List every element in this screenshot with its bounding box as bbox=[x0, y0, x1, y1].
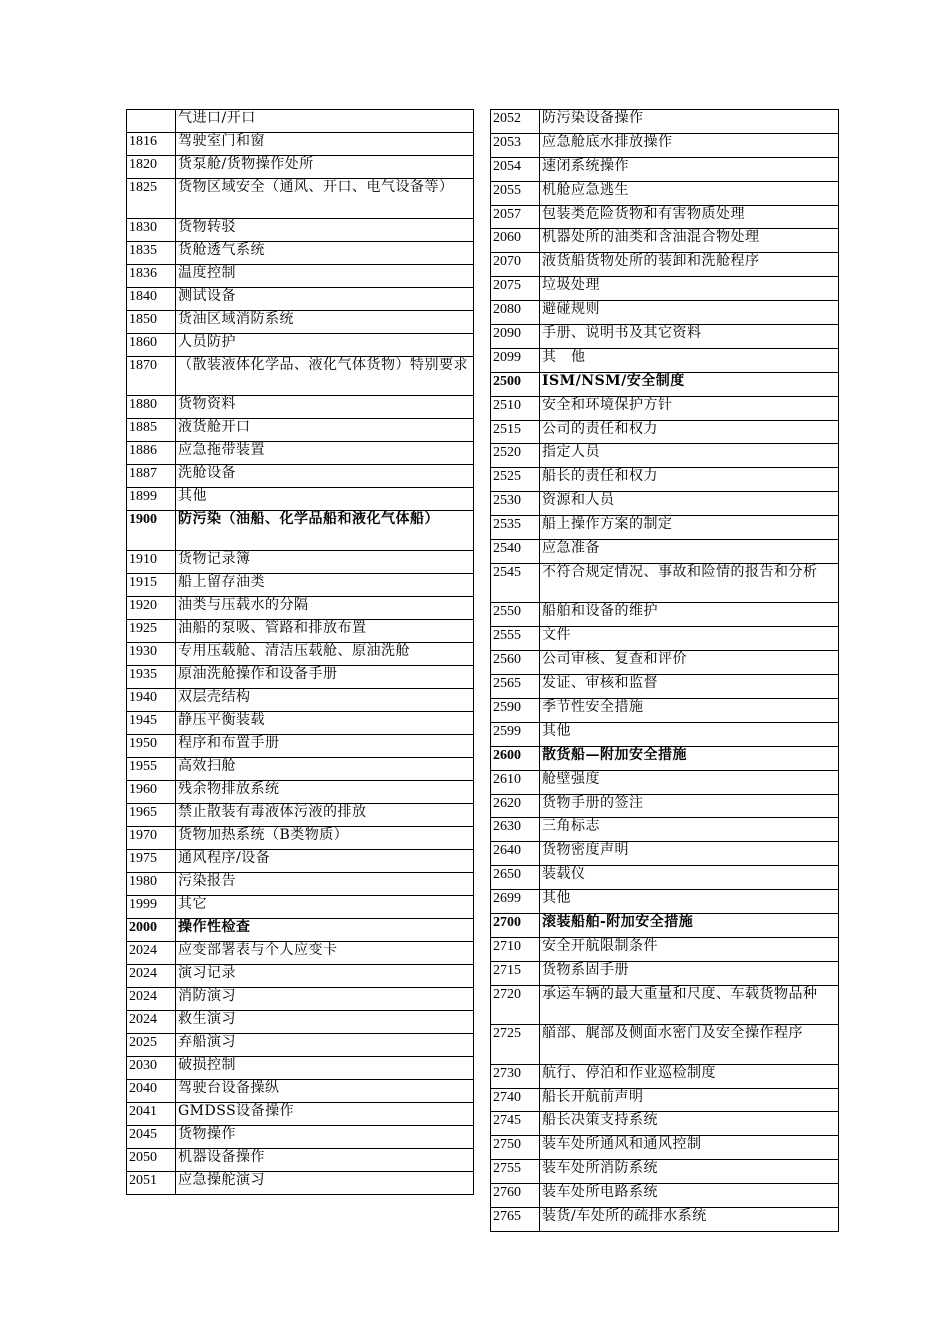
table-row bbox=[491, 420, 839, 444]
table-row bbox=[491, 1160, 839, 1184]
item-description: 季节性安全措施 bbox=[540, 698, 839, 722]
table-row bbox=[127, 1148, 474, 1171]
item-description: 驾驶台设备操纵 bbox=[176, 1079, 474, 1102]
table-row bbox=[127, 356, 474, 396]
item-description: 人员防护 bbox=[176, 333, 474, 356]
item-description: 程序和布置手册 bbox=[176, 734, 474, 757]
item-code: 1970 bbox=[127, 826, 176, 849]
item-description: 公司审核、复查和评价 bbox=[540, 651, 839, 675]
item-code: 2053 bbox=[491, 133, 540, 157]
table-row bbox=[491, 516, 839, 540]
table-row bbox=[127, 964, 474, 987]
item-code: 2710 bbox=[491, 937, 540, 961]
item-description: 应急操舵演习 bbox=[176, 1171, 474, 1194]
item-description: 手册、说明书及其它资料 bbox=[540, 325, 839, 349]
item-code: 1816 bbox=[127, 133, 176, 156]
table-row bbox=[127, 780, 474, 803]
item-code: 1910 bbox=[127, 550, 176, 573]
item-code: 2740 bbox=[491, 1088, 540, 1112]
item-code: 2745 bbox=[491, 1112, 540, 1136]
table-row bbox=[127, 511, 474, 551]
table-row bbox=[491, 937, 839, 961]
table-row bbox=[491, 277, 839, 301]
item-code: 1836 bbox=[127, 264, 176, 287]
table-row bbox=[127, 465, 474, 488]
table-row bbox=[127, 179, 474, 219]
table-row bbox=[491, 325, 839, 349]
item-code: 2515 bbox=[491, 420, 540, 444]
table-row bbox=[127, 619, 474, 642]
item-code: 2650 bbox=[491, 866, 540, 890]
item-code: 2024 bbox=[127, 964, 176, 987]
table-row bbox=[491, 181, 839, 205]
item-description: 机器处所的油类和含油混合物处理 bbox=[540, 229, 839, 253]
item-description: 防污染（油船、化学品船和液化气体船） bbox=[176, 511, 474, 551]
item-description: 避碰规则 bbox=[540, 301, 839, 325]
item-description: 船上操作方案的制定 bbox=[540, 516, 839, 540]
item-code: 2070 bbox=[491, 253, 540, 277]
table-row bbox=[127, 665, 474, 688]
table-row bbox=[127, 895, 474, 918]
item-code: 2755 bbox=[491, 1160, 540, 1184]
item-description: 禁止散装有毒液体污液的排放 bbox=[176, 803, 474, 826]
item-code: 2050 bbox=[127, 1148, 176, 1171]
item-description: 装车处所通风和通风控制 bbox=[540, 1136, 839, 1160]
item-code bbox=[127, 110, 176, 133]
item-description: 承运车辆的最大重量和尺度、车载货物品种 bbox=[540, 985, 839, 1025]
table-row bbox=[127, 1102, 474, 1125]
item-description: 双层壳结构 bbox=[176, 688, 474, 711]
item-code: 1980 bbox=[127, 872, 176, 895]
table-row bbox=[491, 492, 839, 516]
item-code: 2540 bbox=[491, 540, 540, 564]
table-row bbox=[491, 205, 839, 229]
table-row bbox=[127, 442, 474, 465]
item-code: 2052 bbox=[491, 110, 540, 134]
item-code: 2760 bbox=[491, 1184, 540, 1208]
item-code: 2550 bbox=[491, 603, 540, 627]
item-description: 机器设备操作 bbox=[176, 1148, 474, 1171]
item-code: 2041 bbox=[127, 1102, 176, 1125]
item-code: 2510 bbox=[491, 396, 540, 420]
table-row bbox=[127, 218, 474, 241]
table-row bbox=[491, 651, 839, 675]
item-description: 测试设备 bbox=[176, 287, 474, 310]
table-row bbox=[127, 264, 474, 287]
table-row bbox=[127, 711, 474, 734]
item-code: 1935 bbox=[127, 665, 176, 688]
table-row bbox=[491, 1064, 839, 1088]
item-description: 救生演习 bbox=[176, 1010, 474, 1033]
item-description: 船长决策支持系统 bbox=[540, 1112, 839, 1136]
item-description: 货舱透气系统 bbox=[176, 241, 474, 264]
table-row bbox=[127, 849, 474, 872]
table-row bbox=[491, 1184, 839, 1208]
table-row bbox=[491, 914, 839, 938]
item-description: 货物加热系统（B类物质） bbox=[176, 826, 474, 849]
table-row bbox=[491, 1088, 839, 1112]
item-description: 不符合规定情况、事故和险情的报告和分析 bbox=[540, 563, 839, 603]
table-row bbox=[491, 1208, 839, 1232]
item-code: 2640 bbox=[491, 842, 540, 866]
item-code: 1870 bbox=[127, 356, 176, 396]
table-row bbox=[491, 698, 839, 722]
table-row bbox=[127, 1171, 474, 1194]
table-row bbox=[491, 444, 839, 468]
table-row bbox=[491, 675, 839, 699]
item-code: 1850 bbox=[127, 310, 176, 333]
item-description: 油船的泵吸、管路和排放布置 bbox=[176, 619, 474, 642]
item-code: 2700 bbox=[491, 914, 540, 938]
table-row bbox=[491, 1136, 839, 1160]
item-description: 货物资料 bbox=[176, 396, 474, 419]
item-code: 2024 bbox=[127, 987, 176, 1010]
item-description: 机舱应急逃生 bbox=[540, 181, 839, 205]
item-code: 1945 bbox=[127, 711, 176, 734]
item-description: 散货船—附加安全措施 bbox=[540, 746, 839, 770]
right-code-table bbox=[490, 109, 839, 1232]
item-code: 1840 bbox=[127, 287, 176, 310]
item-description: GMDSS设备操作 bbox=[176, 1102, 474, 1125]
item-description: 污染报告 bbox=[176, 872, 474, 895]
item-description: 油类与压载水的分隔 bbox=[176, 596, 474, 619]
item-code: 2555 bbox=[491, 627, 540, 651]
left-table-body bbox=[127, 110, 474, 1195]
table-row bbox=[127, 1125, 474, 1148]
item-description: 专用压载舱、清洁压载舱、原油洗舱 bbox=[176, 642, 474, 665]
item-code: 1930 bbox=[127, 642, 176, 665]
item-description: 防污染设备操作 bbox=[540, 110, 839, 134]
item-code: 2024 bbox=[127, 941, 176, 964]
item-code: 2599 bbox=[491, 722, 540, 746]
right-table-body bbox=[491, 110, 839, 1232]
item-description: 三角标志 bbox=[540, 818, 839, 842]
item-code: 2730 bbox=[491, 1064, 540, 1088]
item-code: 2535 bbox=[491, 516, 540, 540]
item-description: 公司的责任和权力 bbox=[540, 420, 839, 444]
item-description: 其他 bbox=[540, 890, 839, 914]
table-row bbox=[491, 1025, 839, 1065]
item-description: 应变部署表与个人应变卡 bbox=[176, 941, 474, 964]
table-row bbox=[491, 627, 839, 651]
item-code: 2060 bbox=[491, 229, 540, 253]
item-description: （散装液体化学品、液化气体货物）特别要求 bbox=[176, 356, 474, 396]
item-code: 2765 bbox=[491, 1208, 540, 1232]
item-description: 其它 bbox=[176, 895, 474, 918]
item-code: 2055 bbox=[491, 181, 540, 205]
item-description: 残余物排放系统 bbox=[176, 780, 474, 803]
table-row bbox=[127, 419, 474, 442]
item-description: 驾驶室门和窗 bbox=[176, 133, 474, 156]
item-description: ISM/NSM/安全制度 bbox=[540, 372, 839, 396]
item-code: 2099 bbox=[491, 348, 540, 372]
table-row bbox=[491, 301, 839, 325]
table-row bbox=[127, 826, 474, 849]
item-code: 2590 bbox=[491, 698, 540, 722]
item-description: 操作性检查 bbox=[176, 918, 474, 941]
item-description: 包装类危险货物和有害物质处理 bbox=[540, 205, 839, 229]
item-description: 速闭系统操作 bbox=[540, 157, 839, 181]
table-row bbox=[127, 987, 474, 1010]
item-code: 1999 bbox=[127, 895, 176, 918]
item-code: 1940 bbox=[127, 688, 176, 711]
table-row bbox=[127, 941, 474, 964]
item-code: 2057 bbox=[491, 205, 540, 229]
item-code: 2530 bbox=[491, 492, 540, 516]
table-row bbox=[127, 757, 474, 780]
table-row bbox=[491, 563, 839, 603]
item-description: 静压平衡装载 bbox=[176, 711, 474, 734]
item-description: 货物系固手册 bbox=[540, 961, 839, 985]
table-row bbox=[127, 310, 474, 333]
table-row bbox=[491, 540, 839, 564]
item-code: 2030 bbox=[127, 1056, 176, 1079]
item-code: 1950 bbox=[127, 734, 176, 757]
item-code: 2715 bbox=[491, 961, 540, 985]
item-code: 2699 bbox=[491, 890, 540, 914]
item-code: 2024 bbox=[127, 1010, 176, 1033]
item-code: 1830 bbox=[127, 218, 176, 241]
item-code: 2630 bbox=[491, 818, 540, 842]
item-code: 2051 bbox=[127, 1171, 176, 1194]
item-code: 1820 bbox=[127, 156, 176, 179]
table-row bbox=[127, 1079, 474, 1102]
table-row bbox=[127, 241, 474, 264]
table-row bbox=[127, 573, 474, 596]
item-description: 艏部、艉部及侧面水密门及安全操作程序 bbox=[540, 1025, 839, 1065]
table-row bbox=[127, 872, 474, 895]
item-code: 1900 bbox=[127, 511, 176, 551]
table-row bbox=[491, 133, 839, 157]
table-row bbox=[127, 156, 474, 179]
table-row bbox=[127, 488, 474, 511]
item-description: 其 他 bbox=[540, 348, 839, 372]
item-code: 2500 bbox=[491, 372, 540, 396]
item-description: 货物记录簿 bbox=[176, 550, 474, 573]
table-row bbox=[127, 688, 474, 711]
item-code: 1899 bbox=[127, 488, 176, 511]
item-code: 1886 bbox=[127, 442, 176, 465]
item-description: 发证、审核和监督 bbox=[540, 675, 839, 699]
table-row bbox=[491, 842, 839, 866]
table-row bbox=[491, 253, 839, 277]
table-row bbox=[491, 961, 839, 985]
table-row bbox=[491, 372, 839, 396]
item-description: 温度控制 bbox=[176, 264, 474, 287]
item-code: 2520 bbox=[491, 444, 540, 468]
table-row bbox=[127, 918, 474, 941]
item-description: 弃船演习 bbox=[176, 1033, 474, 1056]
table-row bbox=[491, 1112, 839, 1136]
item-code: 1925 bbox=[127, 619, 176, 642]
table-row bbox=[127, 287, 474, 310]
item-description: 破损控制 bbox=[176, 1056, 474, 1079]
item-code: 1915 bbox=[127, 573, 176, 596]
item-description: 液货舱开口 bbox=[176, 419, 474, 442]
item-description: 高效扫舱 bbox=[176, 757, 474, 780]
item-code: 2090 bbox=[491, 325, 540, 349]
item-description: 滚装船舶-附加安全措施 bbox=[540, 914, 839, 938]
item-description: 指定人员 bbox=[540, 444, 839, 468]
item-code: 2525 bbox=[491, 468, 540, 492]
item-code: 1965 bbox=[127, 803, 176, 826]
table-row bbox=[127, 133, 474, 156]
item-code: 2610 bbox=[491, 770, 540, 794]
item-code: 2565 bbox=[491, 675, 540, 699]
item-code: 2750 bbox=[491, 1136, 540, 1160]
table-row bbox=[127, 642, 474, 665]
item-description: 消防演习 bbox=[176, 987, 474, 1010]
table-row bbox=[491, 722, 839, 746]
table-row bbox=[491, 110, 839, 134]
item-description: 船上留存油类 bbox=[176, 573, 474, 596]
table-row bbox=[127, 1010, 474, 1033]
table-row bbox=[491, 770, 839, 794]
item-code: 1955 bbox=[127, 757, 176, 780]
item-description: 货物操作 bbox=[176, 1125, 474, 1148]
item-description: 通风程序/设备 bbox=[176, 849, 474, 872]
item-description: 装车处所电路系统 bbox=[540, 1184, 839, 1208]
item-code: 1880 bbox=[127, 396, 176, 419]
item-code: 2560 bbox=[491, 651, 540, 675]
table-row bbox=[127, 734, 474, 757]
table-row bbox=[491, 794, 839, 818]
item-description: 液货船货物处所的装卸和洗舱程序 bbox=[540, 253, 839, 277]
table-row bbox=[127, 550, 474, 573]
item-code: 2000 bbox=[127, 918, 176, 941]
item-description: 洗舱设备 bbox=[176, 465, 474, 488]
item-description: 其他 bbox=[540, 722, 839, 746]
item-description: 原油洗舱操作和设备手册 bbox=[176, 665, 474, 688]
item-code: 1885 bbox=[127, 419, 176, 442]
item-description: 货油区域消防系统 bbox=[176, 310, 474, 333]
item-description: 资源和人员 bbox=[540, 492, 839, 516]
item-description: 垃圾处理 bbox=[540, 277, 839, 301]
table-row bbox=[127, 1033, 474, 1056]
item-description: 货泵舱/货物操作处所 bbox=[176, 156, 474, 179]
item-description: 文件 bbox=[540, 627, 839, 651]
item-description: 货物手册的签注 bbox=[540, 794, 839, 818]
item-code: 2080 bbox=[491, 301, 540, 325]
item-description: 其他 bbox=[176, 488, 474, 511]
item-code: 2075 bbox=[491, 277, 540, 301]
item-description: 货物密度声明 bbox=[540, 842, 839, 866]
item-description: 安全开航限制条件 bbox=[540, 937, 839, 961]
item-code: 1860 bbox=[127, 333, 176, 356]
item-code: 2545 bbox=[491, 563, 540, 603]
item-code: 1960 bbox=[127, 780, 176, 803]
table-row bbox=[491, 866, 839, 890]
item-code: 1920 bbox=[127, 596, 176, 619]
table-row bbox=[491, 468, 839, 492]
item-description: 航行、停泊和作业巡检制度 bbox=[540, 1064, 839, 1088]
item-description: 船舶和设备的维护 bbox=[540, 603, 839, 627]
item-code: 2040 bbox=[127, 1079, 176, 1102]
left-code-table bbox=[126, 109, 474, 1195]
table-row bbox=[491, 157, 839, 181]
item-description: 应急舱底水排放操作 bbox=[540, 133, 839, 157]
table-row bbox=[491, 603, 839, 627]
table-row bbox=[127, 596, 474, 619]
table-row bbox=[127, 1056, 474, 1079]
item-description: 装货/车处所的疏排水系统 bbox=[540, 1208, 839, 1232]
table-row bbox=[127, 110, 474, 133]
table-row bbox=[491, 229, 839, 253]
item-code: 2720 bbox=[491, 985, 540, 1025]
item-description: 应急准备 bbox=[540, 540, 839, 564]
table-row bbox=[491, 985, 839, 1025]
item-description: 装车处所消防系统 bbox=[540, 1160, 839, 1184]
item-description: 演习记录 bbox=[176, 964, 474, 987]
item-code: 2620 bbox=[491, 794, 540, 818]
table-row bbox=[127, 333, 474, 356]
item-code: 1835 bbox=[127, 241, 176, 264]
table-row bbox=[491, 890, 839, 914]
item-code: 2054 bbox=[491, 157, 540, 181]
item-description: 货物区域安全（通风、开口、电气设备等） bbox=[176, 179, 474, 219]
table-row bbox=[127, 396, 474, 419]
table-row bbox=[491, 746, 839, 770]
table-row bbox=[127, 803, 474, 826]
item-description: 气进口/开口 bbox=[176, 110, 474, 133]
item-code: 2045 bbox=[127, 1125, 176, 1148]
item-code: 1825 bbox=[127, 179, 176, 219]
item-description: 船长开航前声明 bbox=[540, 1088, 839, 1112]
item-code: 2025 bbox=[127, 1033, 176, 1056]
item-description: 应急拖带装置 bbox=[176, 442, 474, 465]
item-code: 2600 bbox=[491, 746, 540, 770]
table-row bbox=[491, 348, 839, 372]
item-description: 货物转驳 bbox=[176, 218, 474, 241]
item-description: 安全和环境保护方针 bbox=[540, 396, 839, 420]
item-description: 船长的责任和权力 bbox=[540, 468, 839, 492]
table-row bbox=[491, 818, 839, 842]
item-code: 1975 bbox=[127, 849, 176, 872]
item-description: 装载仪 bbox=[540, 866, 839, 890]
table-row bbox=[491, 396, 839, 420]
item-code: 2725 bbox=[491, 1025, 540, 1065]
item-description: 舱壁强度 bbox=[540, 770, 839, 794]
item-code: 1887 bbox=[127, 465, 176, 488]
